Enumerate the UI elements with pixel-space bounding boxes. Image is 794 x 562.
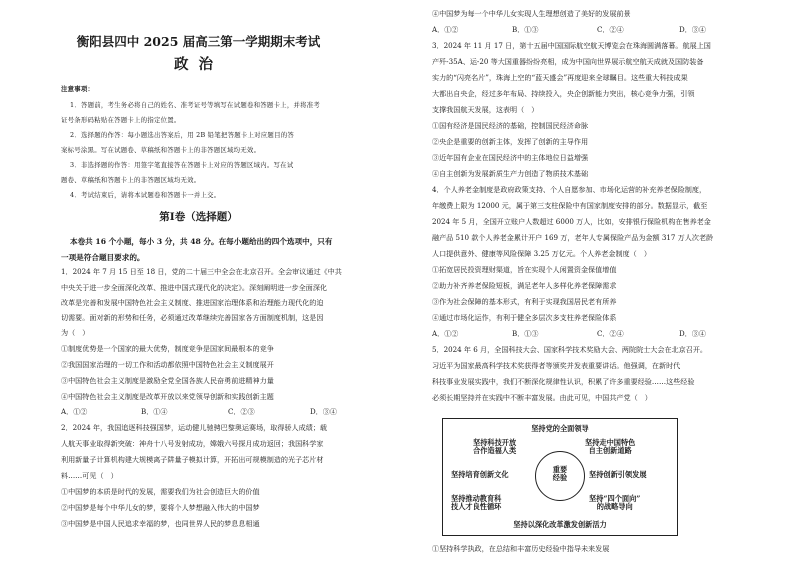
q1-stem: 改革是完善和发展中国特色社会主义制度、推进国家治理体系和治理能力现代化的迫: [61, 298, 324, 307]
diagram-left-label: 坚持培育创新文化: [451, 470, 509, 479]
q4-option-a[interactable]: A．①②: [432, 329, 459, 338]
q1-option-a[interactable]: A．①②: [61, 407, 88, 416]
q5-statement: ①坚持科学执政，在总结和丰富历史经验中指导未来发展: [432, 544, 610, 553]
q3-statement: ②央企是重要的创新主体，发挥了创新的主导作用: [432, 137, 589, 146]
section-title: 第Ⅰ卷（选择题）: [159, 211, 238, 223]
q2-statement: ④中国梦为每一个中华儿女实现人生理想创造了美好的发展前景: [432, 9, 631, 18]
q4-option-d[interactable]: D．③④: [679, 329, 706, 338]
q5-stem: 必须长期坚持并在实践中不断丰富发展。由此可见，中国共产党（ ）: [432, 393, 652, 402]
diagram-bottom-left-label: 坚持推动教育科 技人才良性循环: [451, 494, 502, 512]
q3-statement: ①国有经济是国民经济的基础，控制国民经济命脉: [432, 121, 589, 130]
notes-line: 3．非选择题的作答：用签字笔直接答在答题卡上对应的答题区域内。写在试: [70, 161, 294, 169]
q1-option-d[interactable]: D．③④: [310, 407, 337, 416]
experience-diagram: [442, 418, 678, 536]
q4-option-c[interactable]: C．②④: [597, 329, 624, 338]
diagram-top-right-label: 坚持走中国特色 自主创新道路: [585, 438, 636, 456]
diagram-top-label: 坚持党的全面领导: [531, 424, 589, 433]
subject-title: 政治: [174, 56, 223, 73]
q1-stem: 1．2024 年 7 月 15 日至 18 日，党的二十届三中全会在北京召开。全会审议通过《中共: [61, 267, 342, 276]
q4-stem: 人口提供意外、健康等风险保障 3.25 万亿元。个人养老金制度（ ）: [432, 249, 651, 258]
q1-statement: ①制度优势是一个国家的最大优势，制度竞争是国家间最根本的竞争: [61, 344, 274, 353]
q2-stem: 料……可见（ ）: [61, 471, 118, 480]
q4-statement: ④通过市场化运作，有利于健全多层次多支柱养老保险体系: [432, 313, 617, 322]
q2-statement: ①中国梦的本质是时代的发展，需要我们为社会创造巨大的价值: [61, 487, 260, 496]
diagram-center-label: 重要 经验: [552, 465, 568, 483]
diagram-bottom-label: 坚持以深化改革激发创新活力: [513, 520, 607, 529]
notes-line: 证号条形码粘贴在答题卡上的指定位置。: [61, 116, 181, 124]
notes-line: 4．考试结束后，请将本试题卷和答题卡一并上交。: [70, 191, 221, 199]
q3-stem: 支撑我国航天发展，这表明（ ）: [432, 105, 539, 114]
q2-option-b[interactable]: B．①③: [512, 25, 539, 34]
q3-stem: 实力的“闪亮名片”，珠海上空的“蓝天盛会”再度迎来全球瞩目。这些重大科技成果: [432, 73, 688, 82]
notes-line: 2．选择题的作答：每小题选出答案后，用 2B 铅笔把答题卡上对应题目的答: [70, 131, 294, 139]
q4-option-b[interactable]: B．①③: [512, 329, 539, 338]
q1-stem: 中央关于进一步全面深化改革、推进中国式现代化的决定》。深刻阐明进一步全面深化: [61, 283, 328, 292]
exam-title: 衡阳县四中 2025 届高三第一学期期末考试: [76, 34, 321, 49]
q2-option-c[interactable]: C．②④: [597, 25, 624, 34]
q2-stem: 利用新量子计算机构建大规模离子阱量子模拟计算，开拓出可规模制造的光子芯片材: [61, 455, 324, 464]
q1-stem: 切需要。面对新的形势和任务，必须通过改革继续完善国家各方面制度机制，这是因: [61, 313, 324, 322]
q4-stem: 年缴费上限为 12000 元，属于第三支柱保险中有国家制度安排的部分。数据显示，截至: [432, 201, 708, 210]
q4-statement: ①拓宽居民投资理财渠道，旨在实现个人闲置资金保值增值: [432, 265, 617, 274]
q3-stem: 3．2024 年 11 月 17 日，第十五届中国国际航空航天博览会在珠海圆满落幕。航展上国: [432, 41, 711, 50]
q2-statement: ②中国梦是每个中华儿女的梦，要将个人梦想融入伟大的中国梦: [61, 503, 260, 512]
q2-option-d[interactable]: D．③④: [679, 25, 706, 34]
q4-stem: 4．个人养老金制度是政府政策支持、个人自愿参加、市场化运营的补充养老保险制度，: [432, 185, 707, 194]
q2-option-a[interactable]: A．①②: [432, 25, 459, 34]
notes-line: 1．答题前，考生务必将自己的姓名、准考证号等填写在试题卷和答题卡上，并将准考: [70, 101, 321, 109]
diagram-right-label: 坚持创新引领发展: [589, 470, 647, 479]
q1-option-b[interactable]: B．①④: [141, 407, 168, 416]
q5-stem: 5．2024 年 6 月，全国科技大会、国家科学技术奖励大会、两院院士大会在北京召开。: [432, 345, 708, 354]
q3-statement: ③近年国有企业在国民经济中的主体地位日益增强: [432, 153, 589, 162]
q3-statement: ④自主创新为发展新质生产力创造了物质技术基础: [432, 169, 589, 178]
q3-stem: 产歼-35A、运-20 等大国重器纷纷亮相，成为中国向世界展示航空航天成就及国防装备: [432, 57, 704, 66]
q4-stem: 2024 年 5 月，全国开立账户人数超过 6000 万人，比如，安排银行保险机构在售养老金: [432, 217, 711, 226]
section-intro: 一项是符合题目要求的。: [61, 253, 145, 262]
q1-option-c[interactable]: C．②③: [228, 407, 255, 416]
diagram-bottom-right-label: 坚持“四个面向” 的战略导向: [589, 494, 641, 512]
q2-statement: ③中国梦是中国人民追求幸福的梦，也同世界人民的梦息息相通: [61, 519, 260, 528]
q3-stem: 大都出自央企，经过多年布局、持续投入，央企创新能力突出，核心竞争力强，引领: [432, 89, 695, 98]
q1-stem: 为（ ）: [61, 328, 90, 337]
notes-heading: 注意事项：: [61, 85, 95, 93]
q2-stem: 2．2024 年，我国追逐科技强国梦，运动健儿驰骋巴黎奥运赛场，取得骄人成绩；载: [61, 423, 328, 432]
notes-line: 题卷、草稿纸和答题卡上的非答题区域均无效。: [61, 176, 201, 184]
q5-stem: 科技事业发展实践中，我们不断深化规律性认识，积累了许多重要经验……这些经验: [432, 377, 695, 386]
diagram-top-left-label: 坚持科技开放 合作造福人类: [473, 438, 517, 456]
q4-statement: ③作为社会保障的基本形式，有利于实现我国居民老有所养: [432, 297, 617, 306]
q4-statement: ②助力补齐养老保险短板，满足老年人多样化养老保障需求: [432, 281, 617, 290]
q1-statement: ③中国特色社会主义制度是激励全党全国各族人民奋勇前进精神力量: [61, 376, 274, 385]
section-intro: 本卷共 16 个小题，每小 3 分，共 48 分。在每小题给出的四个选项中，只有: [70, 237, 333, 246]
q2-stem: 人航天事业取得新突破：神舟十八号发射成功，嫦娥六号探月成功返回；我国科学家: [61, 439, 324, 448]
q5-stem: 习近平为国家最高科学技术奖获得者等颁奖并发表重要讲话。他强调，在新时代: [432, 361, 681, 370]
notes-line: 案标号涂黑。写在试题卷、草稿纸和答题卡上的非答题区域均无效。: [61, 146, 261, 154]
q1-statement: ④中国特色社会主义制度是改革开放以来党领导创新和实践创新主题: [61, 392, 274, 401]
q1-statement: ②我国国家治理的一切工作和活动都依照中国特色社会主义制度展开: [61, 360, 274, 369]
q4-stem: 融产品 510 款个人养老金累计开户 169 万，老年人专属保险产品为金额 317 万人次老龄: [432, 233, 714, 242]
